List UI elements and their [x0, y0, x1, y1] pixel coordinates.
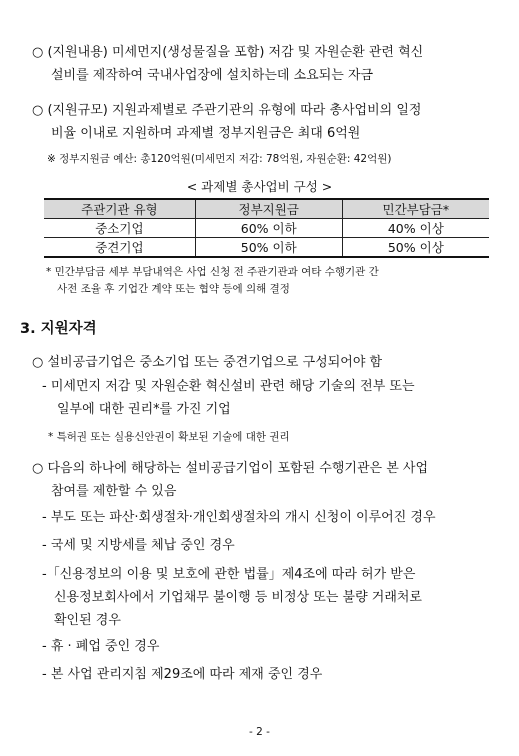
support-scale-line2: 비율 이내로 지원하며 과제별 정부지원금은 최대 6억원	[51, 126, 361, 141]
restriction-item-credit-line3: 확인된 경우	[54, 613, 121, 628]
restriction-item-credit-line2: 신용정보회사에서 기업채무 불이행 등 비정상 또는 불량 거래처로	[54, 590, 422, 605]
table-cell: 중소기업	[44, 219, 195, 238]
table-cell: 중견기업	[44, 238, 195, 258]
eligibility-detail-1-line1: - 미세먼지 저감 및 자원순환 혁신설비 관련 해당 기술의 전부 또는	[42, 379, 415, 394]
table-cell: 50% 이상	[342, 238, 489, 258]
eligibility-bullet-1: ○ 설비공급기업은 중소기업 또는 중견기업으로 구성되어야 함	[32, 355, 383, 370]
support-content-line2: 설비를 제작하여 국내사업장에 설치하는데 소요되는 자금	[51, 68, 374, 83]
restriction-item-closure: - 휴 · 폐업 중인 경우	[42, 639, 160, 654]
table-footnote-line1: * 민간부담금 세부 부담내역은 사업 신청 전 주관기관과 여타 수행기관 간	[46, 266, 379, 278]
project-cost-table	[44, 198, 489, 258]
eligibility-detail-1-line2: 일부에 대한 권리*를 가진 기업	[57, 402, 231, 417]
table-footnote-line2: 사전 조율 후 기업간 계약 또는 협약 등에 의해 결정	[57, 283, 290, 295]
restriction-item-sanction: - 본 사업 관리지침 제29조에 따라 제재 중인 경우	[42, 667, 323, 682]
support-scale-line1: ○ (지원규모) 지원과제별로 주관기관의 유형에 따라 총사업비의 일정	[32, 103, 422, 118]
budget-note: ※ 정부지원금 예산: 총120억원(미세먼지 저감: 78억원, 자원순환: 42억원)	[47, 153, 392, 165]
header-org-type: 주관기관 유형	[44, 199, 195, 219]
table-row	[44, 219, 489, 238]
support-content-line1: ○ (지원내용) 미세먼지(생성물질을 포함) 저감 및 자원순환 관련 혁신	[32, 45, 424, 60]
restriction-item-bankruptcy: - 부도 또는 파산·회생절차·개인회생절차의 개시 신청이 이루어진 경우	[42, 510, 436, 525]
table-caption: < 과제별 총사업비 구성 >	[186, 179, 333, 194]
section-heading: 3. 지원자격	[20, 321, 97, 337]
restriction-item-credit-line1: -「신용정보의 이용 및 보호에 관한 법률」제4조에 따라 허가 받은	[42, 567, 416, 582]
header-private-fund: 민간부담금*	[342, 199, 489, 219]
table-header-row	[44, 199, 489, 219]
table-cell: 50% 이하	[195, 238, 342, 258]
rights-footnote: * 특허권 또는 실용신안권이 확보된 기술에 대한 권리	[48, 431, 290, 443]
table-cell: 60% 이하	[195, 219, 342, 238]
table-cell: 40% 이상	[342, 219, 489, 238]
header-gov-fund: 정부지원금	[195, 199, 342, 219]
table-row	[44, 238, 489, 258]
restriction-bullet-line2: 참여를 제한할 수 있음	[51, 484, 177, 499]
page-number: - 2 -	[249, 726, 270, 738]
restriction-item-tax-arrears: - 국세 및 지방세를 체납 중인 경우	[42, 538, 235, 553]
restriction-bullet-line1: ○ 다음의 하나에 해당하는 설비공급기업이 포함된 수행기관은 본 사업	[32, 461, 429, 476]
